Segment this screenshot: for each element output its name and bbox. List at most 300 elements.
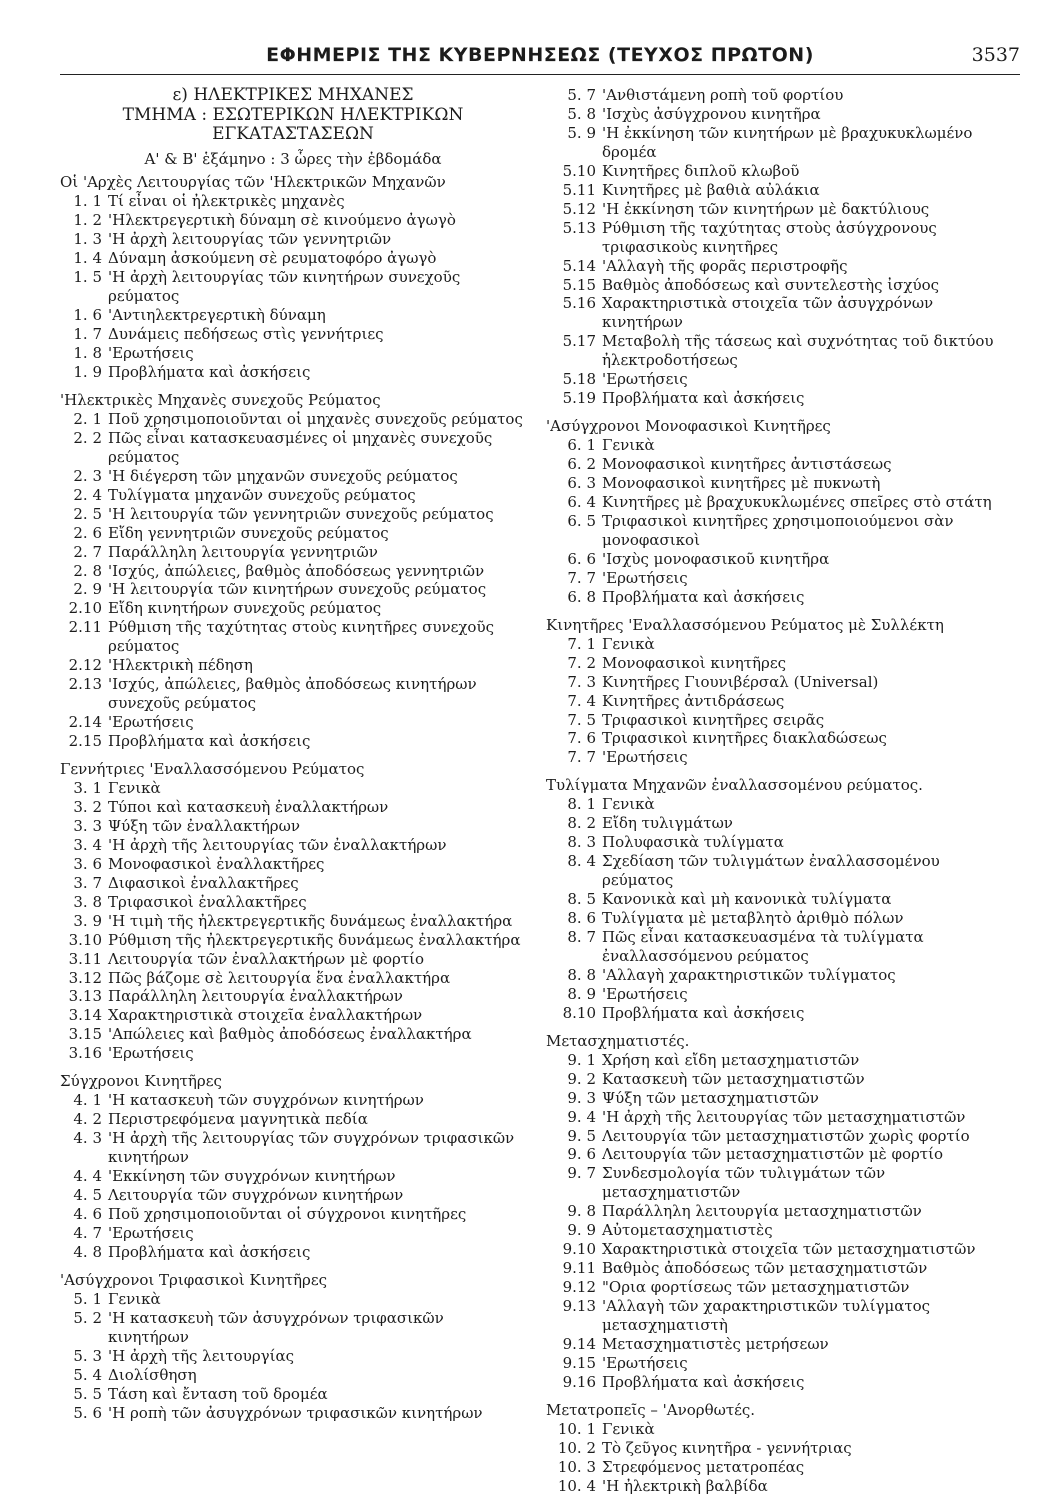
topic-text: 'Η ἀρχὴ τῆς λειτουργίας τῶν μετασχηματιστῶν — [602, 1107, 966, 1126]
topic-item — [546, 332, 1008, 370]
topic-number: 2.12 — [68, 656, 102, 675]
topic-text: Συνδεσμολογία τῶν τυλιγμάτων τῶν μετασχηματιστῶν — [602, 1164, 886, 1202]
topic-text: Λειτουργία τῶν μετασχηματιστῶν χωρὶς φορτίο — [602, 1126, 970, 1145]
header-rule — [60, 74, 1020, 75]
topic-item — [60, 987, 526, 1006]
topic-item — [60, 1110, 526, 1129]
topic-number: 6. 6 — [567, 549, 596, 568]
topic-number: 7. 2 — [567, 653, 596, 672]
topic-item — [546, 928, 1008, 966]
topic-text: Προβλήματα καὶ ἀσκήσεις — [108, 362, 311, 381]
topic-text: 'Ηλεκτρεγερτικὴ δύναμη σὲ κινούμενο ἀγωγὸ — [108, 211, 456, 230]
topic-number: 6. 8 — [567, 587, 596, 606]
topic-item — [60, 618, 526, 656]
topic-text: 'Ισχύς, ἀπώλειες, βαθμὸς ἀποδόσεως κινητήρων συνεχοῦς ρεύματος — [108, 675, 477, 713]
topic-item — [546, 748, 1008, 767]
topic-item — [546, 389, 1008, 408]
group-heading-2: 'Ηλεκτρικὲς Μηχανὲς συνεχοῦς Ρεύματος — [60, 390, 381, 409]
topic-number: 5. 1 — [73, 1289, 102, 1308]
topic-list-1 — [60, 192, 526, 382]
topic-item — [546, 833, 1008, 852]
topic-text: Χαρακτηριστικὰ στοιχεῖα τῶν μετασχηματιστῶν — [602, 1240, 976, 1259]
left-column — [60, 86, 526, 1422]
topic-number: 9.12 — [562, 1278, 596, 1297]
topic-item — [60, 211, 526, 230]
topic-number: 3. 1 — [73, 779, 102, 797]
topic-text: 'Η διέγερση τῶν μηχανῶν συνεχοῦς ρεύματος — [108, 466, 458, 485]
group-heading-10: Μετατροπεῖς – 'Ανορθωτές. — [546, 1400, 756, 1419]
topic-number: 7. 7 — [567, 748, 596, 767]
topic-number: 8. 6 — [567, 909, 596, 928]
topic-number: 4. 2 — [73, 1110, 102, 1129]
group-heading-4: Σύγχρονοι Κινητῆρες — [60, 1072, 222, 1091]
topic-item — [546, 852, 1008, 890]
topic-text: Παράλληλη λειτουργία γεννητριῶν — [108, 542, 378, 561]
topic-text: Γενικὰ — [108, 1289, 161, 1308]
topic-item — [60, 1366, 526, 1385]
topic-item — [60, 410, 526, 429]
topic-text: Ψύξη τῶν ἐναλλακτήρων — [108, 816, 300, 835]
topic-item — [546, 654, 1008, 673]
topic-list-4 — [60, 1091, 526, 1262]
topic-text: Διφασικοὶ ἐναλλακτῆρες — [108, 873, 299, 892]
topic-item — [60, 1186, 526, 1205]
topic-item — [60, 486, 526, 505]
topic-number: 2.11 — [68, 618, 102, 637]
topic-number: 3. 4 — [73, 835, 102, 854]
topic-text: Παράλληλη λειτουργία μετασχηματιστῶν — [602, 1202, 922, 1221]
topic-text: 'Ερωτήσεις — [108, 344, 194, 363]
topic-number: 7. 3 — [567, 672, 596, 691]
topic-item — [60, 1290, 526, 1309]
topic-number: 1. 2 — [73, 211, 102, 230]
group-heading-8: Τυλίγματα Μηχανῶν ἐναλλασσομένου ρεύματος. — [546, 776, 923, 795]
topic-text: Εἴδη κινητήρων συνεχοῦς ρεύματος — [108, 599, 382, 618]
topic-number: 3.16 — [68, 1044, 102, 1063]
topic-number: 3.14 — [68, 1006, 102, 1025]
topic-number: 9. 8 — [567, 1202, 596, 1221]
topic-item — [60, 1243, 526, 1262]
topic-item — [546, 200, 1008, 219]
topic-item — [60, 836, 526, 855]
topic-number: 1. 6 — [73, 306, 102, 325]
topic-text: Ψύξη τῶν μετασχηματιστῶν — [602, 1088, 819, 1107]
topic-text: Γενικὰ — [602, 634, 655, 653]
topic-item — [546, 1458, 1008, 1477]
topic-text: Λειτουργία τῶν ἐναλλακτήρων μὲ φορτίο — [108, 949, 425, 968]
topic-item — [546, 1145, 1008, 1164]
topic-list-7 — [546, 635, 1008, 768]
topic-text: Τὸ ζεῦγος κινητῆρα - γεννήτριας — [602, 1438, 852, 1457]
topic-item — [546, 673, 1008, 692]
topic-list-5b — [546, 86, 1008, 408]
topic-text: Τριφασικοὶ κινητῆρες διακλαδώσεως — [602, 729, 887, 748]
topic-item — [60, 656, 526, 675]
topic-text: 'Ανθιστάμενη ροπὴ τοῦ φορτίου — [602, 86, 844, 104]
topic-number: 8. 5 — [567, 890, 596, 909]
topic-number: 4. 1 — [73, 1091, 102, 1110]
topic-item — [60, 599, 526, 618]
topic-item — [60, 1091, 526, 1110]
topic-number: 5. 9 — [567, 123, 596, 142]
topic-item — [546, 729, 1008, 748]
topic-item — [60, 467, 526, 486]
topic-text: Μεταβολὴ τῆς τάσεως καὶ συχνότητας τοῦ δικτύου ἠλεκτροδοτήσεως — [602, 332, 994, 370]
topic-number: 2.10 — [68, 599, 102, 618]
topic-number: 9.16 — [562, 1372, 596, 1391]
topic-text: Προβλήματα καὶ ἀσκήσεις — [108, 1242, 311, 1261]
topic-number: 9.15 — [562, 1353, 596, 1372]
topic-item — [60, 713, 526, 732]
topic-text: 'Η ἐκκίνηση τῶν κινητήρων μὲ βραχυκυκλωμένο δρομέα — [602, 123, 973, 161]
topic-item — [60, 524, 526, 543]
topic-number: 7. 7 — [567, 568, 596, 587]
topic-item — [60, 363, 526, 382]
topic-item — [60, 798, 526, 817]
topic-number: 7. 1 — [567, 634, 596, 653]
topic-item — [546, 1070, 1008, 1089]
topic-item — [60, 1309, 526, 1347]
topic-number: 5.13 — [562, 218, 596, 237]
topic-number: 9.14 — [562, 1335, 596, 1353]
topic-item — [60, 732, 526, 751]
topic-item — [546, 436, 1008, 455]
topic-item — [546, 1259, 1008, 1278]
topic-item — [546, 1051, 1008, 1070]
page-number: 3537 — [971, 44, 1020, 66]
topic-item — [546, 692, 1008, 711]
topic-item — [546, 890, 1008, 909]
topic-text: Προβλήματα καὶ ἀσκήσεις — [602, 389, 805, 408]
topic-number: 2. 7 — [73, 542, 102, 561]
topic-number: 5.16 — [562, 294, 596, 313]
topic-text: Μονοφασικοὶ κινητῆρες ἀντιστάσεως — [602, 455, 892, 474]
topic-number: 5.12 — [562, 199, 596, 218]
topic-number: 5.18 — [562, 370, 596, 389]
topic-item — [546, 985, 1008, 1004]
topic-item — [60, 1347, 526, 1366]
topic-number: 8. 1 — [567, 795, 596, 814]
topic-text: 'Αντιηλεκτρεγερτικὴ δύναμη — [108, 306, 326, 325]
topic-text: Τύποι καὶ κατασκευὴ ἐναλλακτήρων — [108, 797, 389, 816]
topic-text: Μονοφασικοὶ κινητῆρες μὲ πυκνωτὴ — [602, 474, 881, 493]
topic-number: 4. 5 — [73, 1186, 102, 1205]
topic-text: 'Η τιμὴ τῆς ἠλεκτρεγερτικῆς δυνάμεως ἐναλλακτήρα — [108, 911, 513, 930]
topic-number: 8. 9 — [567, 984, 596, 1003]
topic-number: 2.15 — [68, 732, 102, 751]
topic-number: 5.10 — [562, 161, 596, 180]
group-heading-7: Κινητῆρες 'Εναλλασσόμενου Ρεύματος μὲ Συλλέκτη — [546, 615, 944, 634]
topic-number: 9. 9 — [567, 1221, 596, 1240]
topic-item — [60, 969, 526, 988]
topic-text: 'Ερωτήσεις — [602, 984, 688, 1003]
topic-text: 'Η ἐκκίνηση τῶν κινητήρων μὲ δακτύλιους — [602, 199, 930, 218]
topic-item — [546, 966, 1008, 985]
topic-text: Τί εἶναι οἱ ἠλεκτρικὲς μηχανὲς — [108, 192, 345, 211]
topic-text: Προβλήματα καὶ ἀσκήσεις — [602, 1372, 805, 1391]
topic-text: 'Η λειτουργία τῶν κινητήρων συνεχοῦς ρεύματος — [108, 580, 487, 599]
topic-text: 'Ερωτήσεις — [602, 568, 688, 587]
topic-text: Μετασχηματιστὲς μετρήσεων — [602, 1335, 829, 1353]
topic-item — [60, 912, 526, 931]
topic-number: 8. 4 — [567, 852, 596, 871]
group-heading-3: Γεννήτριες 'Εναλλασσόμενου Ρεύματος — [60, 760, 365, 779]
topic-number: 9. 7 — [567, 1164, 596, 1183]
topic-list-9 — [546, 1051, 1008, 1392]
topic-item — [546, 1108, 1008, 1127]
topic-item — [60, 1404, 526, 1423]
topic-text: Τριφασικοὶ κινητῆρες χρησιμοποιούμενοι σὰν μονοφασικοὶ — [602, 511, 954, 549]
topic-text: Πολυφασικὰ τυλίγματα — [602, 833, 784, 852]
topic-number: 8. 2 — [567, 814, 596, 833]
topic-text: 'Απώλειες καὶ βαθμὸς ἀποδόσεως ἐναλλακτήρα — [108, 1025, 472, 1044]
topic-item — [546, 1373, 1008, 1392]
topic-number: 10. 4 — [557, 1476, 596, 1495]
topic-number: 5. 3 — [73, 1346, 102, 1365]
topic-number: 7. 6 — [567, 729, 596, 748]
topic-number: 2. 5 — [73, 504, 102, 523]
topic-text: Κινητῆρες διπλοῦ κλωβοῦ — [602, 161, 800, 180]
topic-item — [546, 86, 1008, 105]
topic-text: Προβλήματα καὶ ἀσκήσεις — [108, 732, 311, 751]
topic-item — [60, 1385, 526, 1404]
topic-text: Γενικὰ — [108, 779, 161, 797]
topic-item — [546, 512, 1008, 550]
topic-number: 5.15 — [562, 275, 596, 294]
topic-text: Μονοφασικοὶ ἐναλλακτῆρες — [108, 854, 325, 873]
topic-number: 5. 6 — [73, 1403, 102, 1422]
topic-item — [546, 1202, 1008, 1221]
topic-text: Ρύθμιση τῆς ταχύτητας στοὺς κινητῆρες συνεχοῦς ρεύματος — [108, 618, 494, 656]
topic-text: 'Η ἀρχὴ λειτουργίας τῶν γεννητριῶν — [108, 230, 392, 249]
gazette-title: ΕΦΗΜΕΡΙΣ ΤΗΣ ΚΥΒΕΡΝΗΣΕΩΣ (ΤΕΥΧΟΣ ΠΡΩΤΟΝ) — [266, 44, 814, 66]
topic-text: Τριφασικοὶ κινητῆρες σειρᾶς — [602, 710, 825, 729]
topic-number: 5.17 — [562, 332, 596, 351]
topic-number: 3. 7 — [73, 873, 102, 892]
topic-text: Προβλήματα καὶ ἀσκήσεις — [602, 1003, 805, 1022]
topic-item — [546, 1164, 1008, 1202]
topic-text: Κινητῆρες Γιουνιβέρσαλ (Universal) — [602, 672, 879, 691]
topic-text: Διολίσθηση — [108, 1365, 197, 1384]
topic-number: 5. 8 — [567, 104, 596, 123]
right-column — [546, 86, 1008, 1496]
topic-number: 9. 2 — [567, 1069, 596, 1088]
topic-text: Περιστρεφόμενα μαγνητικὰ πεδία — [108, 1110, 368, 1129]
topic-text: 'Ερωτήσεις — [108, 1044, 194, 1063]
topic-number: 3. 2 — [73, 797, 102, 816]
topic-number: 6. 4 — [567, 493, 596, 512]
topic-item — [546, 1420, 1008, 1439]
topic-text: 'Εκκίνηση τῶν συγχρόνων κινητήρων — [108, 1167, 396, 1186]
topic-text: Εἴδη γεννητριῶν συνεχοῦς ρεύματος — [108, 523, 389, 542]
topic-number: 8.10 — [562, 1003, 596, 1022]
topic-text: 'Η λειτουργία τῶν γεννητριῶν συνεχοῦς ρεύματος — [108, 504, 494, 523]
topic-number: 3. 9 — [73, 911, 102, 930]
topic-text: Ρύθμιση τῆς ἠλεκτρεγερτικῆς δυνάμεως ἐναλλακτήρα — [108, 930, 521, 949]
topic-number: 6. 2 — [567, 455, 596, 474]
topic-text: Χαρακτηριστικὰ στοιχεῖα τῶν ἀσυγχρόνων κινητήρων — [602, 294, 934, 332]
topic-number: 1. 9 — [73, 362, 102, 381]
group-heading-1: Οἱ 'Αρχὲς Λειτουργίας τῶν 'Ηλεκτρικῶν Μηχανῶν — [60, 173, 446, 192]
topic-text: Πῶς εἶναι κατασκευασμένα τὰ τυλίγματα ἐναλλασσόμενου ρεύματος — [602, 927, 924, 965]
topic-text: Πῶς εἶναι κατασκευασμένες οἱ μηχανὲς συνεχοῦς ρεύματος — [108, 428, 493, 466]
topic-number: 4. 7 — [73, 1223, 102, 1242]
topic-text: Κανονικὰ καὶ μὴ κανονικὰ τυλίγματα — [602, 890, 892, 909]
topic-number: 2. 1 — [73, 409, 102, 428]
topic-text: 'Η ἀρχὴ τῆς λειτουργίας τῶν συγχρόνων τριφασικῶν κινητήρων — [108, 1129, 515, 1167]
topic-item — [546, 493, 1008, 512]
topic-text: 'Αλλαγὴ τῆς φορᾶς περιστροφῆς — [602, 256, 848, 275]
topic-item — [546, 124, 1008, 162]
topic-number: 6. 1 — [567, 436, 596, 455]
topic-item — [546, 1221, 1008, 1240]
topic-number: 2. 3 — [73, 466, 102, 485]
topic-text: Γενικὰ — [602, 1419, 655, 1438]
topic-item — [546, 711, 1008, 730]
topic-text: Χαρακτηριστικὰ στοιχεῖα ἐναλλακτήρων — [108, 1006, 423, 1025]
topic-number: 7. 5 — [567, 710, 596, 729]
topic-number: 8. 3 — [567, 833, 596, 852]
topic-item — [60, 779, 526, 798]
topic-text: 'Αλλαγὴ τῶν χαρακτηριστικῶν τυλίγματος μετασχηματιστὴ — [602, 1297, 931, 1335]
topic-number: 9.11 — [562, 1259, 596, 1278]
topic-item — [546, 257, 1008, 276]
topic-text: 'Ερωτήσεις — [108, 713, 194, 732]
topic-item — [60, 1167, 526, 1186]
topic-text: Αὐτομετασχηματιστὲς — [602, 1221, 773, 1240]
topic-text: Κατασκευὴ τῶν μετασχηματιστῶν — [602, 1069, 865, 1088]
topic-text: Μονοφασικοὶ κινητῆρες — [602, 653, 786, 672]
topic-list-8 — [546, 795, 1008, 1022]
topic-item — [60, 543, 526, 562]
department-line-1: ΤΜΗΜΑ : ΕΣΩΤΕΡΙΚΩΝ ΗΛΕΚΤΡΙΚΩΝ — [122, 104, 464, 125]
topic-text: 'Ερωτήσεις — [602, 370, 688, 389]
topic-item — [546, 455, 1008, 474]
topic-item — [60, 874, 526, 893]
topic-number: 1. 7 — [73, 325, 102, 344]
topic-number: 2. 6 — [73, 523, 102, 542]
topic-text: 'Η ἠλεκτρικὴ βαλβίδα — [602, 1476, 768, 1495]
topic-number: 2. 8 — [73, 561, 102, 580]
topic-text: 'Ερωτήσεις — [602, 1353, 688, 1372]
topic-list-6 — [546, 436, 1008, 607]
topic-item — [60, 1044, 526, 1063]
topic-item — [60, 675, 526, 713]
topic-text: Προβλήματα καὶ ἀσκήσεις — [602, 587, 805, 606]
topic-text: Τάση καὶ ἔνταση τοῦ δρομέα — [108, 1384, 328, 1403]
topic-number: 3.11 — [68, 949, 102, 968]
topic-item — [60, 306, 526, 325]
topic-item — [546, 294, 1008, 332]
group-heading-9: Μετασχηματιστές. — [546, 1031, 690, 1050]
topic-item — [60, 268, 526, 306]
topic-item — [60, 505, 526, 524]
topic-item — [546, 1297, 1008, 1335]
topic-text: "Ορια φορτίσεως τῶν μετασχηματιστῶν — [602, 1278, 910, 1297]
topic-item — [546, 219, 1008, 257]
topic-list-10 — [546, 1420, 1008, 1496]
topic-item — [546, 370, 1008, 389]
topic-item — [546, 1089, 1008, 1108]
topic-item — [546, 105, 1008, 124]
topic-number: 8. 8 — [567, 965, 596, 984]
topic-number: 5. 2 — [73, 1308, 102, 1327]
topic-text: Ποῦ χρησιμοποιοῦνται οἱ σύγχρονοι κινητῆρες — [108, 1204, 467, 1223]
topic-number: 8. 7 — [567, 927, 596, 946]
topic-number: 2. 9 — [73, 580, 102, 599]
topic-number: 3. 3 — [73, 816, 102, 835]
topic-text: Χρήση καὶ εἴδη μετασχηματιστῶν — [602, 1050, 860, 1069]
topic-text: 'Αλλαγὴ χαρακτηριστικῶν τυλίγματος — [602, 965, 896, 984]
topic-text: Ποῦ χρησιμοποιοῦνται οἱ μηχανὲς συνεχοῦς ρεύματος — [108, 409, 523, 428]
topic-item — [60, 817, 526, 836]
topic-number: 3.13 — [68, 987, 102, 1006]
topic-text: 'Ερωτήσεις — [602, 748, 688, 767]
topic-text: Τριφασικοὶ ἐναλλακτῆρες — [108, 892, 307, 911]
topic-item — [60, 931, 526, 950]
topic-number: 5. 7 — [567, 86, 596, 104]
page-header — [60, 36, 1020, 76]
topic-list-5 — [60, 1290, 526, 1423]
topic-item — [60, 950, 526, 969]
topic-item — [546, 276, 1008, 295]
topic-number: 5.11 — [562, 180, 596, 199]
topic-item — [546, 1354, 1008, 1373]
topic-item — [546, 635, 1008, 654]
topic-number: 10. 3 — [557, 1457, 596, 1476]
topic-number: 1. 1 — [73, 192, 102, 211]
topic-text: Δυνάμεις πεδήσεως στὶς γεννήτριες — [108, 325, 384, 344]
topic-text: 'Ισχὺς μονοφασικοῦ κινητῆρα — [602, 549, 830, 568]
topic-text: Τυλίγματα μὲ μεταβλητὸ ἀριθμὸ πόλων — [602, 909, 904, 928]
topic-number: 1. 3 — [73, 230, 102, 249]
topic-text: Πῶς βάζομε σὲ λειτουργία ἕνα ἐναλλακτήρα — [108, 968, 451, 987]
semester-hours: Α' & Β' ἑξάμηνο : 3 ὧρες τὴν ἑβδομάδα — [144, 149, 442, 168]
topic-text: Εἴδη τυλιγμάτων — [602, 814, 733, 833]
topic-number: 4. 3 — [73, 1129, 102, 1148]
topic-item — [546, 795, 1008, 814]
topic-number: 3.15 — [68, 1025, 102, 1044]
topic-item — [60, 1006, 526, 1025]
topic-text: Ρύθμιση τῆς ταχύτητας στοὺς ἀσύγχρονους τριφασικοὺς κινητῆρες — [602, 218, 937, 256]
topic-item — [546, 1278, 1008, 1297]
topic-item — [546, 181, 1008, 200]
topic-number: 4. 6 — [73, 1204, 102, 1223]
section-title: ε) ΗΛΕΚΤΡΙΚΕΣ ΜΗΧΑΝΕΣ — [172, 85, 414, 105]
topic-number: 9. 5 — [567, 1126, 596, 1145]
topic-number: 3.10 — [68, 930, 102, 949]
topic-text: 'Η κατασκευὴ τῶν συγχρόνων κινητήρων — [108, 1091, 424, 1110]
topic-item — [546, 1127, 1008, 1146]
topic-text: 'Η ἀρχὴ τῆς λειτουργίας — [108, 1346, 295, 1365]
topic-number: 5.14 — [562, 256, 596, 275]
topic-number: 1. 8 — [73, 344, 102, 363]
topic-item — [60, 192, 526, 211]
topic-list-2 — [60, 410, 526, 751]
topic-text: 'Η κατασκευὴ τῶν ἀσυγχρόνων τριφασικῶν κινητήρων — [108, 1308, 444, 1346]
group-heading-6: 'Ασύγχρονοι Μονοφασικοὶ Κινητῆρες — [546, 417, 831, 436]
topic-number: 2. 2 — [73, 428, 102, 447]
topic-item — [60, 429, 526, 467]
topic-text: Λειτουργία τῶν μετασχηματιστῶν μὲ φορτίο — [602, 1145, 944, 1164]
topic-text: 'Ηλεκτρικὴ πέδηση — [108, 656, 253, 675]
topic-number: 5. 5 — [73, 1384, 102, 1403]
topic-text: Κινητῆρες ἀντιδράσεως — [602, 691, 785, 710]
topic-item — [546, 814, 1008, 833]
topic-number: 10. 2 — [557, 1438, 596, 1457]
topic-item — [60, 1025, 526, 1044]
topic-text: Λειτουργία τῶν συγχρόνων κινητήρων — [108, 1186, 404, 1205]
